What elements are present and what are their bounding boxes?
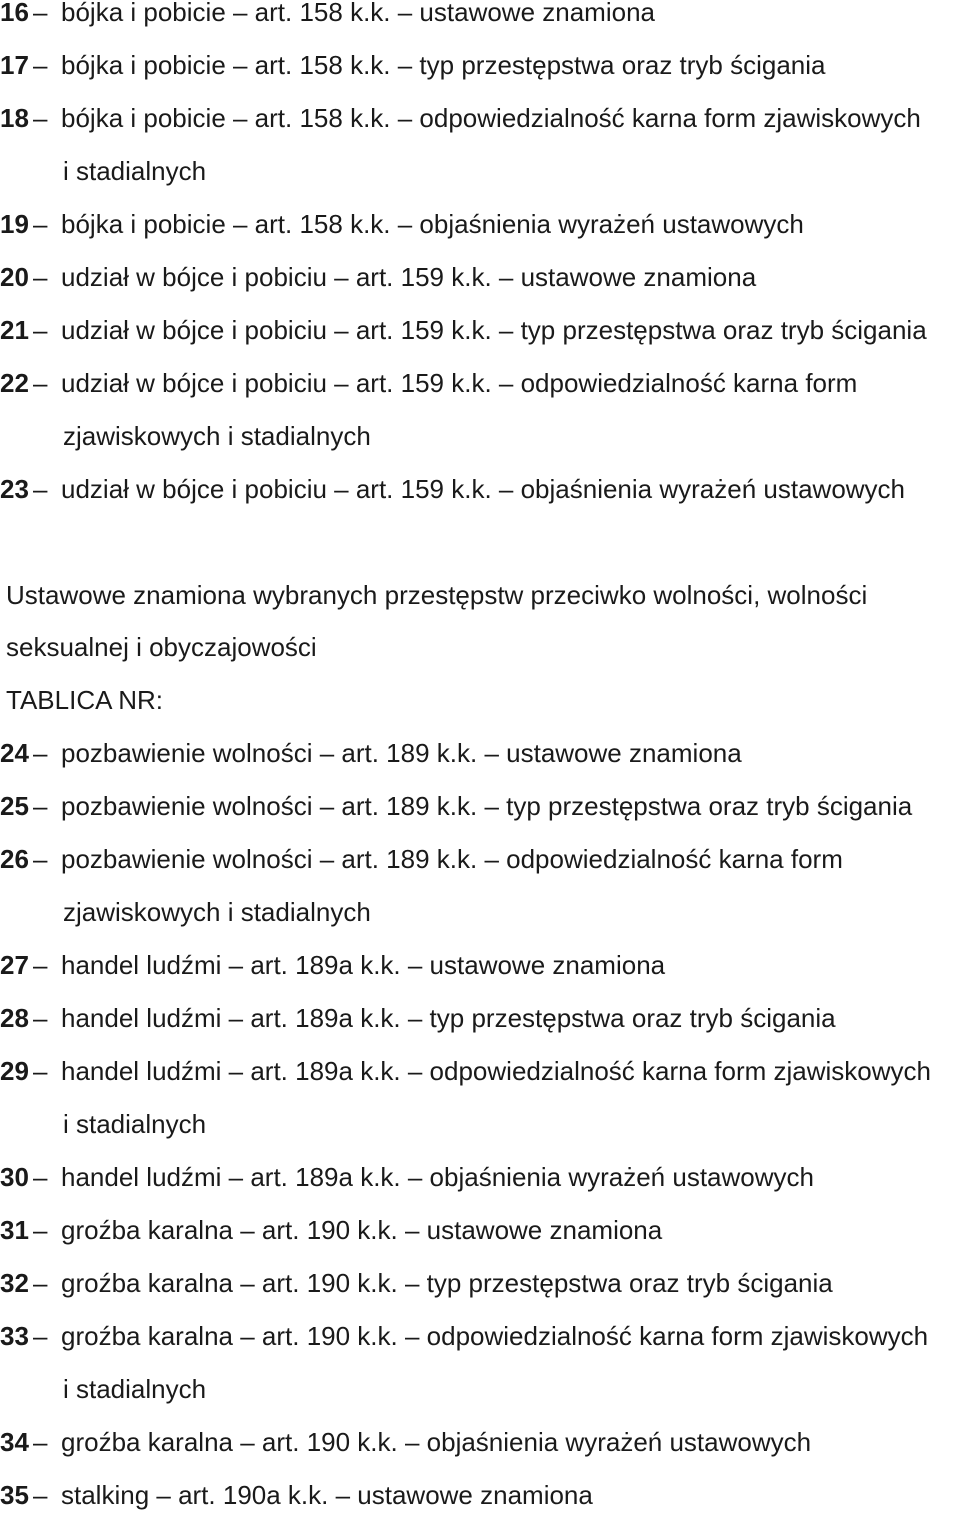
list-item-continuation: zjawiskowych i stadialnych	[63, 897, 371, 927]
item-dash: –	[33, 1003, 48, 1033]
item-dash: –	[33, 844, 48, 874]
item-dash: –	[33, 1056, 48, 1086]
item-number: 20	[0, 262, 29, 292]
item-text: bójka i pobicie – art. 158 k.k. – objaśnienia wyrażeń ustawowych	[61, 209, 804, 239]
list-item	[0, 357, 857, 410]
list-item	[0, 39, 826, 92]
item-number: 28	[0, 1003, 29, 1033]
item-dash: –	[33, 1268, 48, 1298]
item-dash: –	[33, 738, 48, 768]
item-number: 34	[0, 1427, 29, 1457]
list-item	[0, 1469, 593, 1522]
list-item	[0, 727, 742, 780]
item-number: 33	[0, 1321, 29, 1351]
list-item	[0, 833, 843, 886]
item-dash: –	[33, 950, 48, 980]
list-item	[0, 0, 655, 39]
list-item	[0, 1045, 931, 1098]
table-label: TABLICA NR:	[6, 685, 164, 715]
list-item	[0, 251, 756, 304]
list-item	[0, 1151, 814, 1204]
item-number: 22	[0, 368, 29, 398]
item-text: udział w bójce i pobiciu – art. 159 k.k. – ustawowe znamiona	[61, 262, 757, 292]
list-item-continuation: i stadialnych	[63, 1374, 207, 1404]
item-text: udział w bójce i pobiciu – art. 159 k.k. – objaśnienia wyrażeń ustawowych	[61, 474, 906, 504]
list-item-continuation: i stadialnych	[63, 1109, 207, 1139]
list-item	[0, 1416, 811, 1469]
item-dash: –	[33, 1215, 48, 1245]
item-text: stalking – art. 190a k.k. – ustawowe znamiona	[61, 1480, 593, 1510]
item-dash: –	[33, 1162, 48, 1192]
section-heading-line-1: Ustawowe znamiona wybranych przestępstw przeciwko wolności, wolności	[6, 580, 868, 610]
item-number: 31	[0, 1215, 29, 1245]
section-heading-line-2: seksualnej i obyczajowości	[6, 632, 317, 662]
item-number: 30	[0, 1162, 29, 1192]
list-item	[0, 992, 836, 1045]
item-text: groźba karalna – art. 190 k.k. – odpowiedzialność karna form zjawiskowych	[61, 1321, 929, 1351]
item-number: 27	[0, 950, 29, 980]
list-item	[0, 1257, 833, 1310]
item-text: pozbawienie wolności – art. 189 k.k. – odpowiedzialność karna form	[61, 844, 843, 874]
list-item	[0, 198, 804, 251]
item-number: 26	[0, 844, 29, 874]
item-number: 32	[0, 1268, 29, 1298]
item-dash: –	[33, 368, 48, 398]
list-item-continuation: zjawiskowych i stadialnych	[63, 421, 371, 451]
item-text: bójka i pobicie – art. 158 k.k. – odpowiedzialność karna form zjawiskowych	[61, 103, 921, 133]
list-item	[0, 1204, 662, 1257]
item-text: handel ludźmi – art. 189a k.k. – odpowiedzialność karna form zjawiskowych	[61, 1056, 931, 1086]
item-number: 35	[0, 1480, 29, 1510]
item-number: 25	[0, 791, 29, 821]
item-number: 19	[0, 209, 29, 239]
list-item	[0, 92, 921, 145]
item-text: pozbawienie wolności – art. 189 k.k. – ustawowe znamiona	[61, 738, 742, 768]
item-dash: –	[33, 50, 48, 80]
item-text: handel ludźmi – art. 189a k.k. – typ przestępstwa oraz tryb ścigania	[61, 1003, 836, 1033]
item-dash: –	[33, 791, 48, 821]
item-dash: –	[33, 0, 48, 27]
item-dash: –	[33, 315, 48, 345]
item-number: 21	[0, 315, 29, 345]
item-number: 16	[0, 0, 29, 27]
item-dash: –	[33, 474, 48, 504]
item-dash: –	[33, 1321, 48, 1351]
item-text: groźba karalna – art. 190 k.k. – objaśnienia wyrażeń ustawowych	[61, 1427, 812, 1457]
item-dash: –	[33, 1480, 48, 1510]
list-item	[0, 780, 912, 833]
list-item	[0, 1310, 928, 1363]
item-text: udział w bójce i pobiciu – art. 159 k.k. – odpowiedzialność karna form	[61, 368, 858, 398]
item-number: 24	[0, 738, 29, 768]
item-text: handel ludźmi – art. 189a k.k. – objaśnienia wyrażeń ustawowych	[61, 1162, 814, 1192]
item-text: udział w bójce i pobiciu – art. 159 k.k. – typ przestępstwa oraz tryb ścigania	[61, 315, 927, 345]
item-dash: –	[33, 103, 48, 133]
item-number: 23	[0, 474, 29, 504]
item-text: groźba karalna – art. 190 k.k. – ustawowe znamiona	[61, 1215, 663, 1245]
list-item	[0, 939, 665, 992]
item-dash: –	[33, 1427, 48, 1457]
item-number: 18	[0, 103, 29, 133]
item-number: 17	[0, 50, 29, 80]
item-dash: –	[33, 262, 48, 292]
item-text: bójka i pobicie – art. 158 k.k. – ustawowe znamiona	[61, 0, 656, 27]
item-number: 29	[0, 1056, 29, 1086]
item-text: pozbawienie wolności – art. 189 k.k. – typ przestępstwa oraz tryb ścigania	[61, 791, 913, 821]
list-item	[0, 304, 927, 357]
list-item-continuation: i stadialnych	[63, 156, 207, 186]
item-text: groźba karalna – art. 190 k.k. – typ przestępstwa oraz tryb ścigania	[61, 1268, 833, 1298]
item-dash: –	[33, 209, 48, 239]
item-text: bójka i pobicie – art. 158 k.k. – typ przestępstwa oraz tryb ścigania	[61, 50, 826, 80]
item-text: handel ludźmi – art. 189a k.k. – ustawowe znamiona	[61, 950, 666, 980]
list-item	[0, 463, 905, 516]
